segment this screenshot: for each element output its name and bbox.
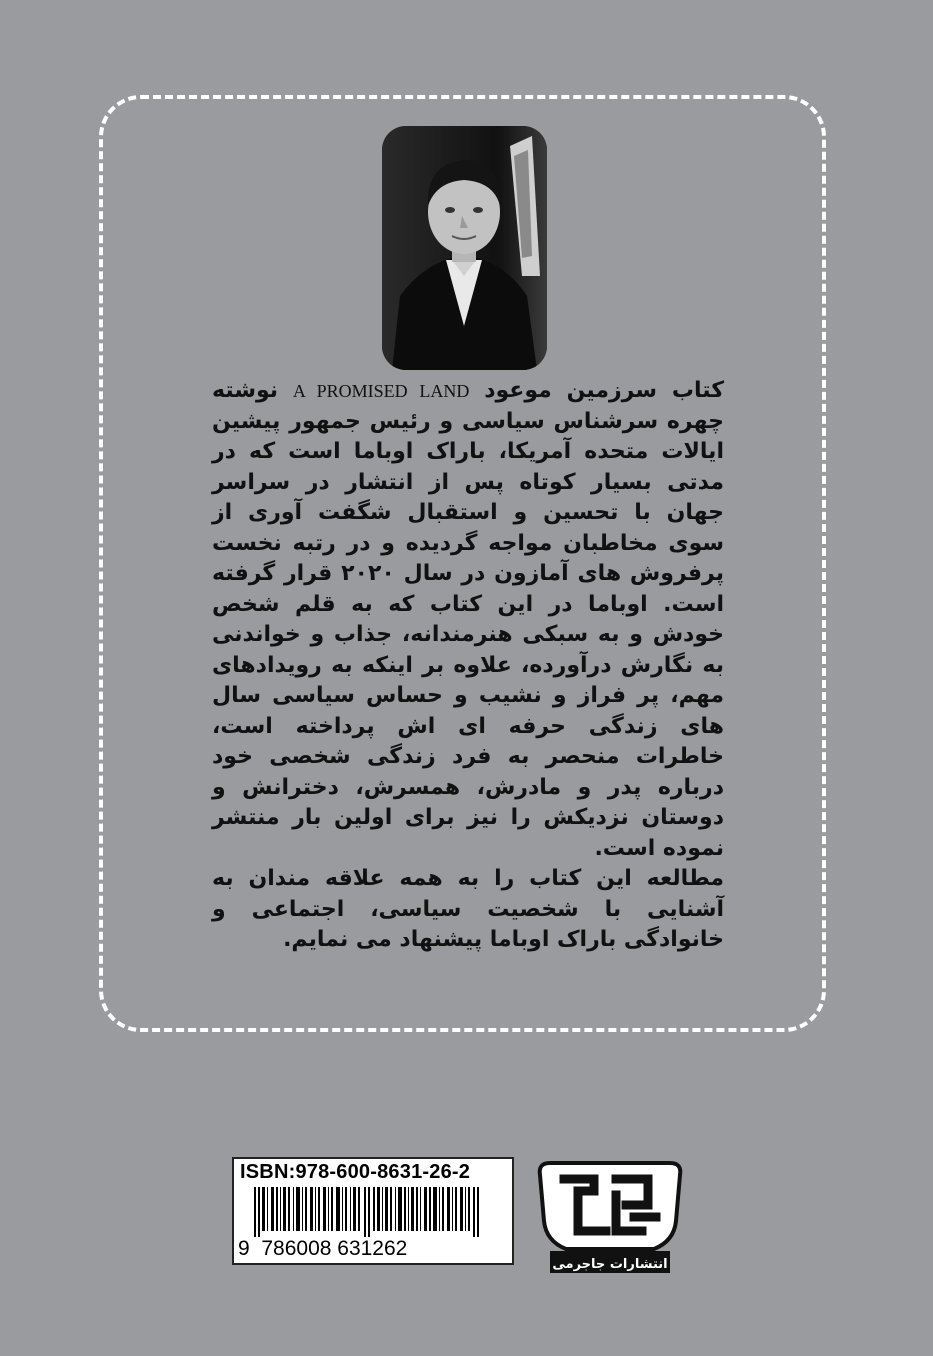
publisher-logo-icon	[536, 1157, 684, 1275]
author-portrait-icon	[382, 126, 547, 370]
isbn-barcode-box	[232, 1157, 514, 1265]
description-paragraph-1: کتاب سرزمین موعود A PROMISED LAND نوشته چهره سرشناس سیاسی و رئیس جمهور پیشین ایالات متحده آمریکا، باراک اوباما است که در مدتی بسیار کوتاه پس از انتشار در سراسر جهان با تحسین و استقبال شگفت آوری از سوی مخاطبان مواجه گردیده و در رتبه نخست پرفروش های آمازون در سال ۲۰۲۰ قرار گرفته است. اوباما در این کتاب که به قلم شخص خودش و به سبکی هنرمندانه، جذاب و خواندنی به نگارش درآورده، علاوه بر اینکه به رویدادهای مهم، پر فراز و نشیب و حساس سیاسی سال های زندگی حرفه ای اش پرداخته است، خاطرات منحصر به فرد زندگی شخصی خود درباره پدر و مادرش، همسرش، دخترانش و دوستان نزدیکش را نیز برای اولین بار منتشر نموده است.	[212, 378, 725, 861]
isbn-label: ISBN:978-600-8631-26-2	[240, 1161, 471, 1183]
author-portrait	[382, 126, 547, 370]
barcode-icon	[240, 1187, 508, 1237]
book-description	[212, 376, 724, 956]
barcode-digits: 9 786008 631262	[238, 1237, 408, 1260]
publisher-name: انتشارات جاجرمی	[552, 1257, 668, 1272]
original-title: A PROMISED LAND	[292, 381, 470, 401]
description-paragraph-2: مطالعه این کتاب را به همه علاقه مندان به آشنایی با شخصیت سیاسی، اجتماعی و خانوادگی باراک اوباما پیشنهاد می نمایم.	[212, 866, 724, 952]
